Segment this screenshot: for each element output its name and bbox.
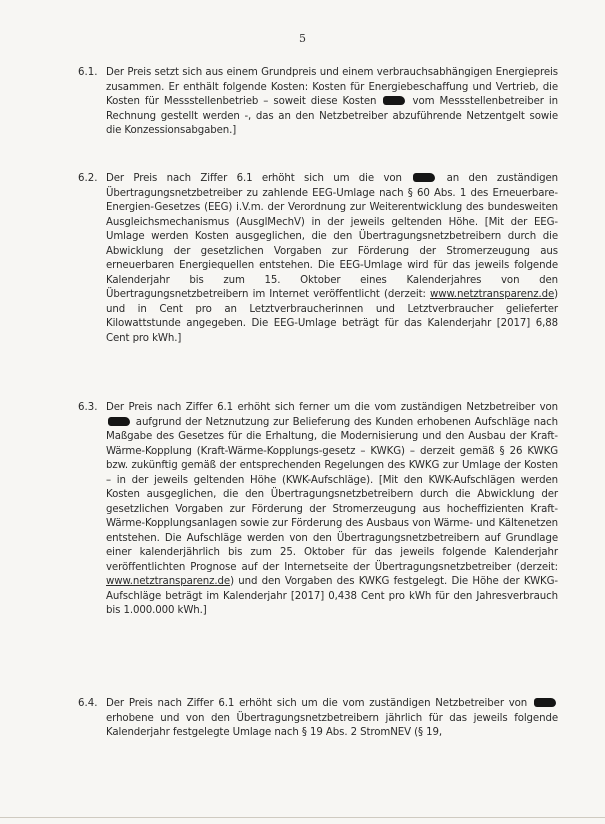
clause-text-middle: aufgrund der Netznutzung zur Belieferung des Kunden erhobenen Aufschläge nach Maßgabe des Gesetzes für die Erhaltung, die Modernisierung und den Ausbau der Kraft-Wärme-Kopplung (Kraft-Wärme-Kopplungs-gesetz – KWKG) – derzeit gemäß § 26 KWKG bzw. zukünftig gemäß der entsprechenden Regelungen des KWKG zur Umlage der Kosten – in der jeweils geltenden Höhe (KWK-Aufschläge). [Mit den KWK-Aufschlägen werden Kosten ausgeglichen, die den Übertragungsnetzbetreibern durch die Abwicklung der gesetzlichen Vorgaben zur Förderung der Stromerzeugung aus hocheffizienten Kraft-Wärme-Kopplungsanlagen sowie zur Förderung des Ausbaus von Wärme- und Kältenetzen entstehen. Die Aufschläge werden von den Übertragungsnetzbetreibern auf Grundlage einer kalenderjährlich bis zum 25. Oktober für das jeweils folgende Kalenderjahr veröffentlichten Prognose auf der Internetseite der Übertragungsnetzbetreiber (derzeit: bbox=[106, 416, 558, 573]
redaction-mark bbox=[534, 698, 556, 707]
redaction-mark bbox=[108, 417, 130, 426]
clause-text-after: ) und in Cent pro an Letztverbraucherinnen und Letztverbraucher gelieferter Kilowattstunde angegeben. Die EEG-Umlage beträgt für das Kalenderjahr [2017] 6,88 Cent pro kWh.] bbox=[106, 289, 558, 344]
clause-number: 6.1. bbox=[78, 67, 98, 78]
clause-text-part-1: Der Preis setzt sich aus einem Grundpreis und einem verbrauchsabhängigen Energiepreis zusammen. Er enthält folgende Kosten: Kosten für Energiebeschaffung und Vertrieb, die Kosten für Messstellenbetrieb – soweit diese Kosten bbox=[106, 67, 558, 107]
clause-6-1 bbox=[78, 66, 558, 139]
clause-text bbox=[106, 172, 558, 346]
clause-6-3 bbox=[78, 401, 558, 619]
clause-number: 6.2. bbox=[78, 173, 98, 184]
clause-text bbox=[106, 66, 558, 139]
clause-text bbox=[106, 401, 558, 619]
clause-text-before: Der Preis nach Ziffer 6.1 erhöht sich ferner um die vom zuständigen Netzbetreiber von bbox=[106, 402, 558, 413]
netztransparenz-link[interactable]: www.netztransparenz.de bbox=[430, 289, 555, 300]
clause-text bbox=[106, 697, 558, 741]
clause-6-4 bbox=[78, 697, 558, 741]
netztransparenz-link[interactable]: www.netztransparenz.de bbox=[106, 576, 231, 587]
clause-number: 6.3. bbox=[78, 402, 98, 413]
clause-text-part-2: vom Messstellenbetreiber in Rechnung gestellt werden -, das an den Netzbetreiber abzuführende Netzentgelt sowie die Konzessionsabgaben.] bbox=[106, 96, 558, 136]
page-number: 5 bbox=[299, 32, 306, 45]
redaction-mark bbox=[383, 96, 405, 105]
redaction-mark bbox=[413, 173, 435, 182]
clause-text-before: Der Preis nach Ziffer 6.1 erhöht sich um die von bbox=[106, 173, 402, 184]
clause-number: 6.4. bbox=[78, 698, 98, 709]
clause-text-before: Der Preis nach Ziffer 6.1 erhöht sich um die vom zuständigen Netzbetreiber von bbox=[106, 698, 528, 709]
page-bottom-rule bbox=[0, 817, 605, 818]
clause-6-2 bbox=[78, 172, 558, 346]
clause-text-after: ) und den Vorgaben des KWKG festgelegt. Die Höhe der KWKG-Aufschläge beträgt im Kalenderjahr [2017] 0,438 Cent pro kWh für den Jahresverbrauch bis 1.000.000 kWh.] bbox=[106, 576, 558, 616]
clause-text-middle: an den zuständigen Übertragungsnetzbetreiber zu zahlende EEG-Umlage nach § 60 Abs. 1 des Erneuerbare-Energien-Gesetzes (EEG) i.V.m. der Verordnung zur Weiterentwicklung des bundesweiten Ausgleichsmechanismus (AusglMechV) in der jeweils geltenden Höhe. [Mit der EEG-Umlage werden Kosten ausgeglichen, die den Übertragungsnetzbetreibern durch die Abwicklung der gesetzlichen Vorgaben zur Förderung der Stromerzeugung aus erneuerbaren Energiequellen entstehen. Die EEG-Umlage wird für das jeweils folgende Kalenderjahr bis zum 15. Oktober eines Kalenderjahres von den Übertragungsnetzbetreibern im Internet veröffentlicht (derzeit: bbox=[106, 173, 559, 300]
clause-text-after: erhobene und von den Übertragungsnetzbetreibern jährlich für das jeweils folgende Kalenderjahr festgelegte Umlage nach § 19 Abs. 2 StromNEV (§ 19, bbox=[106, 712, 558, 738]
